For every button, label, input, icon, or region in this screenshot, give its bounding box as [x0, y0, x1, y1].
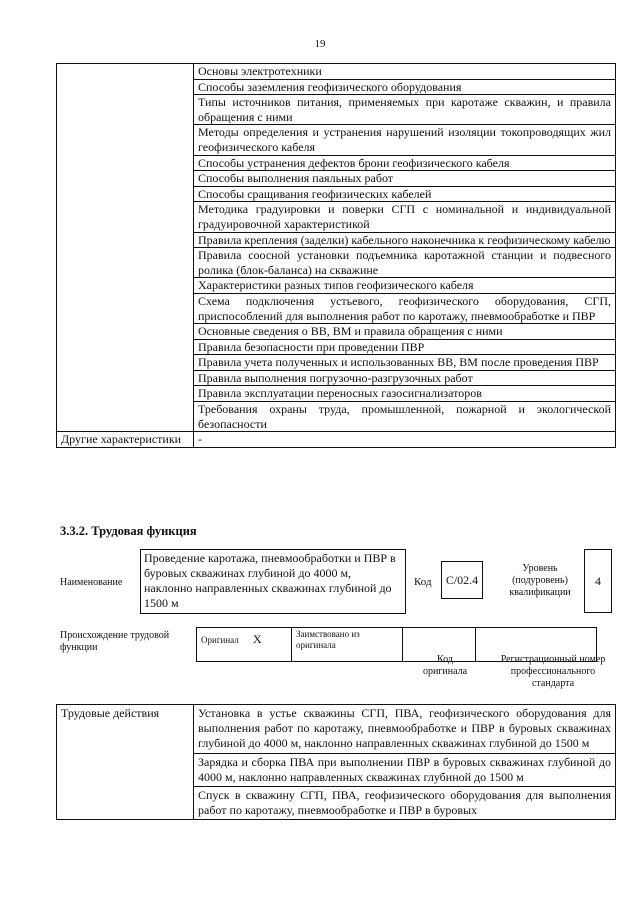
- original-cell: [197, 628, 292, 662]
- other-characteristics-label: Другие характеристики: [57, 432, 194, 448]
- knowledge-item: Правила безопасности при проведении ПВР: [194, 339, 616, 355]
- labor-action-item: Спуск в скважину СГП, ПВА, геофизического оборудования для выполнения работ по каротажу, пневмообработке и ПВР в буровых: [194, 787, 616, 820]
- other-characteristics-value: -: [194, 432, 616, 448]
- borrowed-label: Заимствовано из оригинала: [292, 628, 403, 662]
- knowledge-item: Методы определения и устранения нарушений изоляции токопроводящих жил геофизического кабеля: [194, 125, 616, 155]
- original-mark: X: [252, 632, 262, 646]
- code-value: C/02.4: [441, 561, 483, 599]
- qualification-level-value: 4: [584, 549, 612, 613]
- name-label: Наименование: [60, 577, 123, 588]
- knowledge-item: Способы устранения дефектов брони геофизического кабеля: [194, 155, 616, 171]
- knowledge-item: Способы выполнения паяльных работ: [194, 171, 616, 187]
- labor-action-row: [57, 705, 616, 754]
- labor-actions-label: Трудовые действия: [57, 705, 194, 820]
- function-name-value: Проведение каротажа, пневмообработки и ПВР в буровых скважинах глубиной до 4000 м, наклонно направленных скважинах глубиной до 1500 м: [140, 549, 406, 614]
- knowledge-item: Правила крепления (заделки) кабельного наконечника к геофизическому кабелю: [194, 232, 616, 248]
- page-number: 19: [314, 38, 326, 50]
- section-title: 3.3.2. Трудовая функция: [60, 524, 197, 538]
- knowledge-item: Основы электротехники: [194, 64, 616, 80]
- knowledge-item: Способы заземления геофизического оборудования: [194, 79, 616, 95]
- qualification-level-label: Уровень (подуровень) квалификации: [509, 563, 571, 598]
- knowledge-row: [57, 64, 616, 80]
- knowledge-item: Правила выполнения погрузочно-разгрузочных работ: [194, 370, 616, 386]
- code-label: Код: [414, 576, 432, 588]
- other-characteristics-row: [57, 432, 616, 448]
- knowledge-item: Типы источников питания, применяемых при каротаже скважин, и правила обращения с ними: [194, 95, 616, 125]
- original-label: Оригинал: [201, 635, 239, 645]
- labor-action-item: Установка в устье скважины СГП, ПВА, геофизического оборудования для выполнения работ по каротажу, пневмообработке и ПВР в буровых скважинах глубиной до 4000 м, наклонно направленных скважинах глубиной до 1500 м: [194, 705, 616, 754]
- reg-number-label: Регистрационный номер профессионального стандарта: [500, 654, 606, 689]
- knowledge-left-cell: [57, 64, 194, 432]
- labor-actions-table: [56, 704, 616, 820]
- code-original-label: Код оригинала: [422, 654, 468, 677]
- knowledge-item: Схема подключения устьевого, геофизического оборудования, СГП, приспособлений для выполнения работ по каротажу, пневмообработке и ПВР: [194, 293, 616, 323]
- knowledge-table: [56, 63, 616, 448]
- knowledge-item: Правила эксплуатации переносных газосигнализаторов: [194, 386, 616, 402]
- knowledge-item: Характеристики разных типов геофизического кабеля: [194, 278, 616, 294]
- knowledge-item: Методика градуировки и поверки СГП с номинальной и индивидуальной градуировочной характеристикой: [194, 202, 616, 232]
- knowledge-item: Основные сведения о ВВ, ВМ и правила обращения с ними: [194, 324, 616, 340]
- labor-action-item: Зарядка и сборка ПВА при выполнении ПВР в буровых скважинах глубиной до 4000 м, наклонно направленных скважинах глубиной до 1500 м: [194, 753, 616, 786]
- origin-label: Происхождение трудовой функции: [60, 630, 170, 653]
- knowledge-item: Правила учета полученных и использованных ВВ, ВМ после проведения ПВР: [194, 355, 616, 371]
- knowledge-item: Правила соосной установки подъемника каротажной станции и подвесного ролика (блок-баланса) на скважине: [194, 248, 616, 278]
- knowledge-item: Требования охраны труда, промышленной, пожарной и экологической безопасности: [194, 402, 616, 432]
- knowledge-item: Способы сращивания геофизических кабелей: [194, 186, 616, 202]
